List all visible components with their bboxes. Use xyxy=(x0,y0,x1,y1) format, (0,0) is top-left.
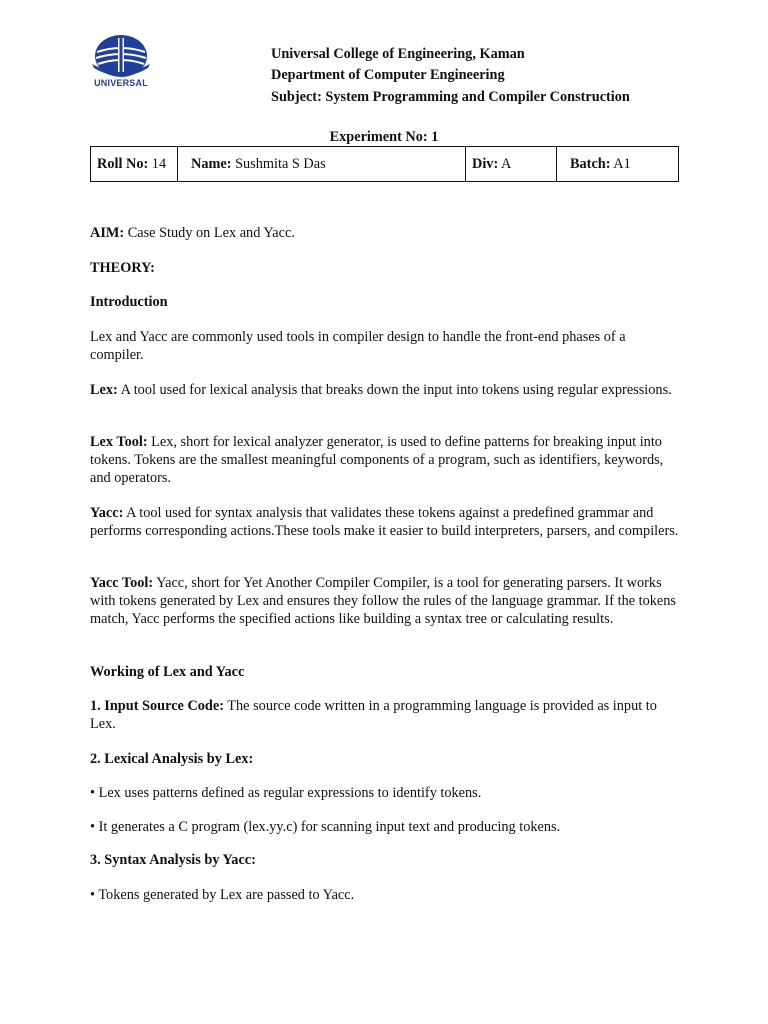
name-cell xyxy=(178,147,466,182)
theory-heading: THEORY: xyxy=(90,260,155,276)
lex-text: A tool used for lexical analysis that breaks down the input into tokens using regular expressions. xyxy=(117,382,672,398)
subject-line: Subject: System Programming and Compiler Construction xyxy=(271,89,630,105)
college-name: Universal College of Engineering, Kaman xyxy=(271,46,525,62)
roll-no-label: Roll No: xyxy=(97,155,149,172)
yacc-text: A tool used for syntax analysis that validates these tokens against a predefined grammar and performs corresponding actions.These tools make it easier to build interpreters, parsers, and compilers. xyxy=(90,505,679,539)
batch-value: A1 xyxy=(610,155,631,172)
lex-tool-text: Lex, short for lexical analyzer generator, is used to define patterns for breaking input into tokens. Tokens are the smallest meaningful components of a program, such as identifiers, keywords, and operators. xyxy=(90,434,664,486)
student-info-table xyxy=(90,146,679,182)
step2-heading: 2. Lexical Analysis by Lex: xyxy=(90,751,254,767)
globe-logo-icon xyxy=(90,34,152,80)
aim-text: Case Study on Lex and Yacc. xyxy=(124,225,295,241)
introduction-heading: Introduction xyxy=(90,294,168,310)
step2-bullet-1: • Lex uses patterns defined as regular expressions to identify tokens. xyxy=(90,785,482,801)
step1-paragraph xyxy=(90,697,680,733)
roll-no-value: 14 xyxy=(148,155,167,172)
aim-paragraph xyxy=(90,224,680,242)
step1-label: 1. Input Source Code: xyxy=(90,698,224,714)
lex-tool-label: Lex Tool: xyxy=(90,434,148,450)
div-label: Div: xyxy=(472,155,499,172)
college-logo xyxy=(90,34,152,92)
lex-paragraph xyxy=(90,381,680,399)
batch-cell xyxy=(557,147,679,182)
yacc-tool-label: Yacc Tool: xyxy=(90,575,154,591)
yacc-tool-paragraph xyxy=(90,574,680,628)
working-heading: Working of Lex and Yacc xyxy=(90,664,245,680)
lex-label: Lex: xyxy=(90,382,118,398)
div-cell xyxy=(466,147,557,182)
experiment-title: Experiment No: 1 xyxy=(329,129,439,145)
name-value: Sushmita S Das xyxy=(231,155,326,172)
step3-bullet-1: • Tokens generated by Lex are passed to Yacc. xyxy=(90,887,355,903)
name-label: Name: xyxy=(191,155,232,172)
introduction-paragraph: Lex and Yacc are commonly used tools in compiler design to handle the front-end phases of a compiler. xyxy=(90,329,626,363)
yacc-label: Yacc: xyxy=(90,505,124,521)
step1-text: The source code written in a programming language is provided as input to Lex. xyxy=(90,698,657,732)
aim-label: AIM: xyxy=(90,225,125,241)
logo-text: UNIVERSAL xyxy=(94,78,148,88)
step3-heading: 3. Syntax Analysis by Yacc: xyxy=(90,852,256,868)
yacc-paragraph xyxy=(90,504,680,540)
lex-tool-paragraph xyxy=(90,433,680,487)
div-value: A xyxy=(498,155,512,172)
department-name: Department of Computer Engineering xyxy=(271,67,505,83)
step2-bullet-2: • It generates a C program (lex.yy.c) for scanning input text and producing tokens. xyxy=(90,819,561,835)
yacc-tool-text: Yacc, short for Yet Another Compiler Compiler, is a tool for generating parsers. It works with tokens generated by Lex and ensures they follow the rules of the language grammar. If the tokens match, Yacc performs the specified actions like building a syntax tree or calculating results. xyxy=(90,575,676,627)
roll-no-cell xyxy=(91,147,178,182)
batch-label: Batch: xyxy=(570,155,611,172)
